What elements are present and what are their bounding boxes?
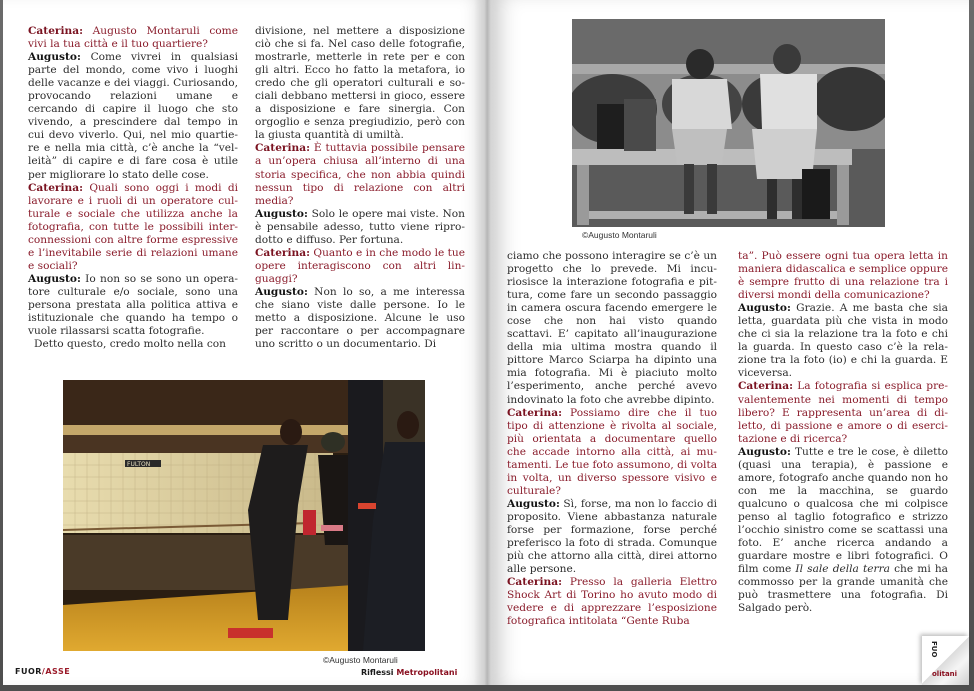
answer-text: Non lo so, a me interessa che siano viste dalle persone. Io le metto a disposizione. Alcune le uso per raccontare o per accompagnare uno scritto o un documentario. Di (255, 285, 465, 351)
film-title: Il sale della terra (795, 563, 890, 576)
right-page (487, 0, 969, 685)
question-paragraph (738, 380, 948, 445)
speaker-label: Augusto: (28, 272, 81, 285)
curl-brand-text: FUO (930, 641, 938, 658)
speaker-label: Caterina: (507, 576, 563, 589)
right-page-column-2 (738, 250, 948, 615)
speaker-label: Caterina: (28, 181, 84, 194)
answer-paragraph (738, 302, 948, 380)
brand-slash: / (41, 667, 46, 676)
question-paragraph (255, 142, 465, 207)
question-text: Presso la galleria Elettro Shock Art di Torino ho avuto modo di vedere e di apprezzare l’esposizione fotografica intitolata “Gente Ruba (507, 576, 717, 628)
speaker-label: Caterina: (28, 25, 84, 37)
question-paragraph (28, 25, 238, 51)
answer-text: Sì, forse, ma non lo faccio di proposito. Viene abbastanza naturale forse per formazione, forse perché preferisco la foto di strada. Comunque più che attorno alla città, direi attorno alle persone. (507, 497, 717, 576)
answer-text: Come vivrei in qualsiasi parte del mondo, come vivo i luoghi delle vacanze e dei viaggi. Curiosando, provocando relazioni umane e cercando di capire il luogo che sto vivendo, a prescindere dal tempo in cui devo viverlo. Qui, nel mio quartiere e nella mia città, c’è anche la “velleità” di capire e di fare cosa è utile per migliorare lo stato delle cose. (28, 51, 238, 181)
section-title-part1: Riflessi (361, 668, 397, 677)
answer-paragraph (28, 51, 238, 181)
speaker-label: Augusto: (507, 497, 560, 510)
question-text: È tuttavia possibile pensare a un’opera chiusa all’interno di una storia specifica, che non abbia quindi nessun tipo di relazione con altri media? (255, 142, 465, 207)
speaker-label: Augusto: (255, 285, 308, 298)
station-sign: FULTON (127, 461, 151, 468)
speaker-label: Augusto: (255, 207, 308, 220)
question-paragraph (28, 182, 238, 273)
answer-text: che mi ha commosso per la grande umanità che può trasmettere una fotografia. Di Salgado però. (738, 563, 948, 615)
subway-photo (63, 380, 425, 651)
answer-text: Grazie. A me basta che sia letta, guardata più che vista in modo che ci sia la relazione tra la foto e chi la guarda. In questo caso c’è la relazione tra la foto (io) e chi la guarda. E viceversa. (738, 302, 948, 380)
right-page-column-1 (507, 250, 717, 628)
question-paragraph (507, 576, 717, 628)
left-page-column-2 (255, 25, 465, 351)
subway-photo-graphic (63, 380, 425, 651)
answer-text: Tutte e tre le cose, è diletto (quasi una terapia), è passione e amore, fotografo anche quando non ho con me la macchina, se guardo qualcuno o qualcosa che mi colpisce penso al taglio fotografico e strizzo l’occhio sinistro come se scattassi una foto. E’ anche ricerca andando a guardare mostre e libri fotografici. O film come (738, 445, 948, 576)
answer-paragraph (28, 273, 238, 338)
left-page-column-1 (28, 25, 238, 351)
photo-caption: ©Augusto Montaruli (582, 230, 657, 240)
magazine-brand-logo (15, 667, 70, 676)
question-text: Possiamo dire che il tuo tipo di attenzione è rivolta al sociale, più orientata a documentare quello che accade intorno alla città, ai mutamenti. Le tue foto assumono, di volta in volta, un diverso spessore visivo e culturale? (507, 406, 718, 497)
section-title-part2: Metropolitani (396, 668, 458, 677)
question-paragraph (255, 247, 465, 286)
question-continuation-paragraph: ta”. Può essere ogni tua opera letta in maniera didascalica e semplice oppure è sempre frutto di una relazione tra i diversi mondi della comunicazione? (738, 250, 948, 302)
bench-photo (572, 19, 885, 227)
speaker-label: Augusto: (28, 51, 81, 64)
question-text: Quanto e in che modo le tue opere interagiscono con altri linguaggi? (255, 246, 465, 285)
speaker-label: Caterina: (255, 246, 311, 259)
continuation-paragraph: ciamo che possono interagire se c’è un progetto che lo prevede. Mi incuriosisce la interazione fotografia e pittura, come fare un secondo passaggio in camera oscura facendo emergere le cose che non hai visto quando scattavi. E’ capitato all’inaugurazione della mia ultima mostra quando il pittore Marco Sciarpa ha dipinto una mia fotografia. Mi è piaciuto molto l’esperimento, anche perché avevo indovinato la foto che avrebbe dipinto. (507, 250, 717, 406)
brand-text: FUOR (15, 667, 42, 676)
page-curl-next-button[interactable] (922, 636, 969, 685)
question-text: Augusto Montaruli come vivi la tua città e il tuo quartiere? (28, 25, 238, 51)
continuation-paragraph: divisione, nel mettere a disposizione ciò che si fa. Nel caso delle fotografie, mostrarle, metterle in rete per e con gli altri. Ecco ho fatto la metafora, io credo che gli operatori culturali e sociali debbano mettersi in gioco, essere a disposizione e fare sinergia. Con orgoglio e senza pregiudizio, però con la giusta quantità di umiltà. (255, 25, 465, 142)
answer-text: Solo le opere mai viste. Non è pensabile adesso, tutto viene riprodotto e diffuso. Per fortuna. (255, 207, 465, 246)
photo-caption: ©Augusto Montaruli (323, 655, 398, 665)
answer-paragraph (738, 446, 948, 616)
brand-text-accent: ASSE (45, 667, 71, 676)
speaker-label: Caterina: (255, 142, 311, 155)
speaker-label: Caterina: (738, 380, 794, 393)
speaker-label: Caterina: (507, 406, 563, 419)
speaker-label: Augusto: (738, 445, 791, 458)
answer-paragraph (507, 498, 717, 576)
left-page (3, 0, 487, 685)
answer-paragraph (255, 208, 465, 247)
question-text: Quali sono oggi i modi di lavorare e i ruoli di un operatore culturale e sociale che utilizza anche la fotografia, con tutte le possibili interconnessioni con altre forme espressive e l’inevitabile serie di relazioni umane e sociali? (28, 181, 238, 272)
answer-text: Io non so se sono un operatore culturale e/o sociale, sono una persona prestata alla politica attiva e istituzionale che quando ha tempo o vuole rilassarsi scatta fotografie. (28, 272, 238, 338)
section-title (361, 668, 457, 677)
question-text: La fotografia si esplica prevalentemente nei momenti di tempo libero? E rappresenta un’area di diletto, di passione e amore o di esercitazione e di ricerca? (738, 380, 948, 445)
question-paragraph (507, 407, 717, 498)
bench-photo-graphic (572, 19, 885, 227)
answer-paragraph (255, 286, 465, 351)
continuation-paragraph: Detto questo, credo molto nella con (34, 338, 226, 351)
speaker-label: Augusto: (738, 302, 791, 315)
curl-section-text: olitani (932, 670, 958, 678)
